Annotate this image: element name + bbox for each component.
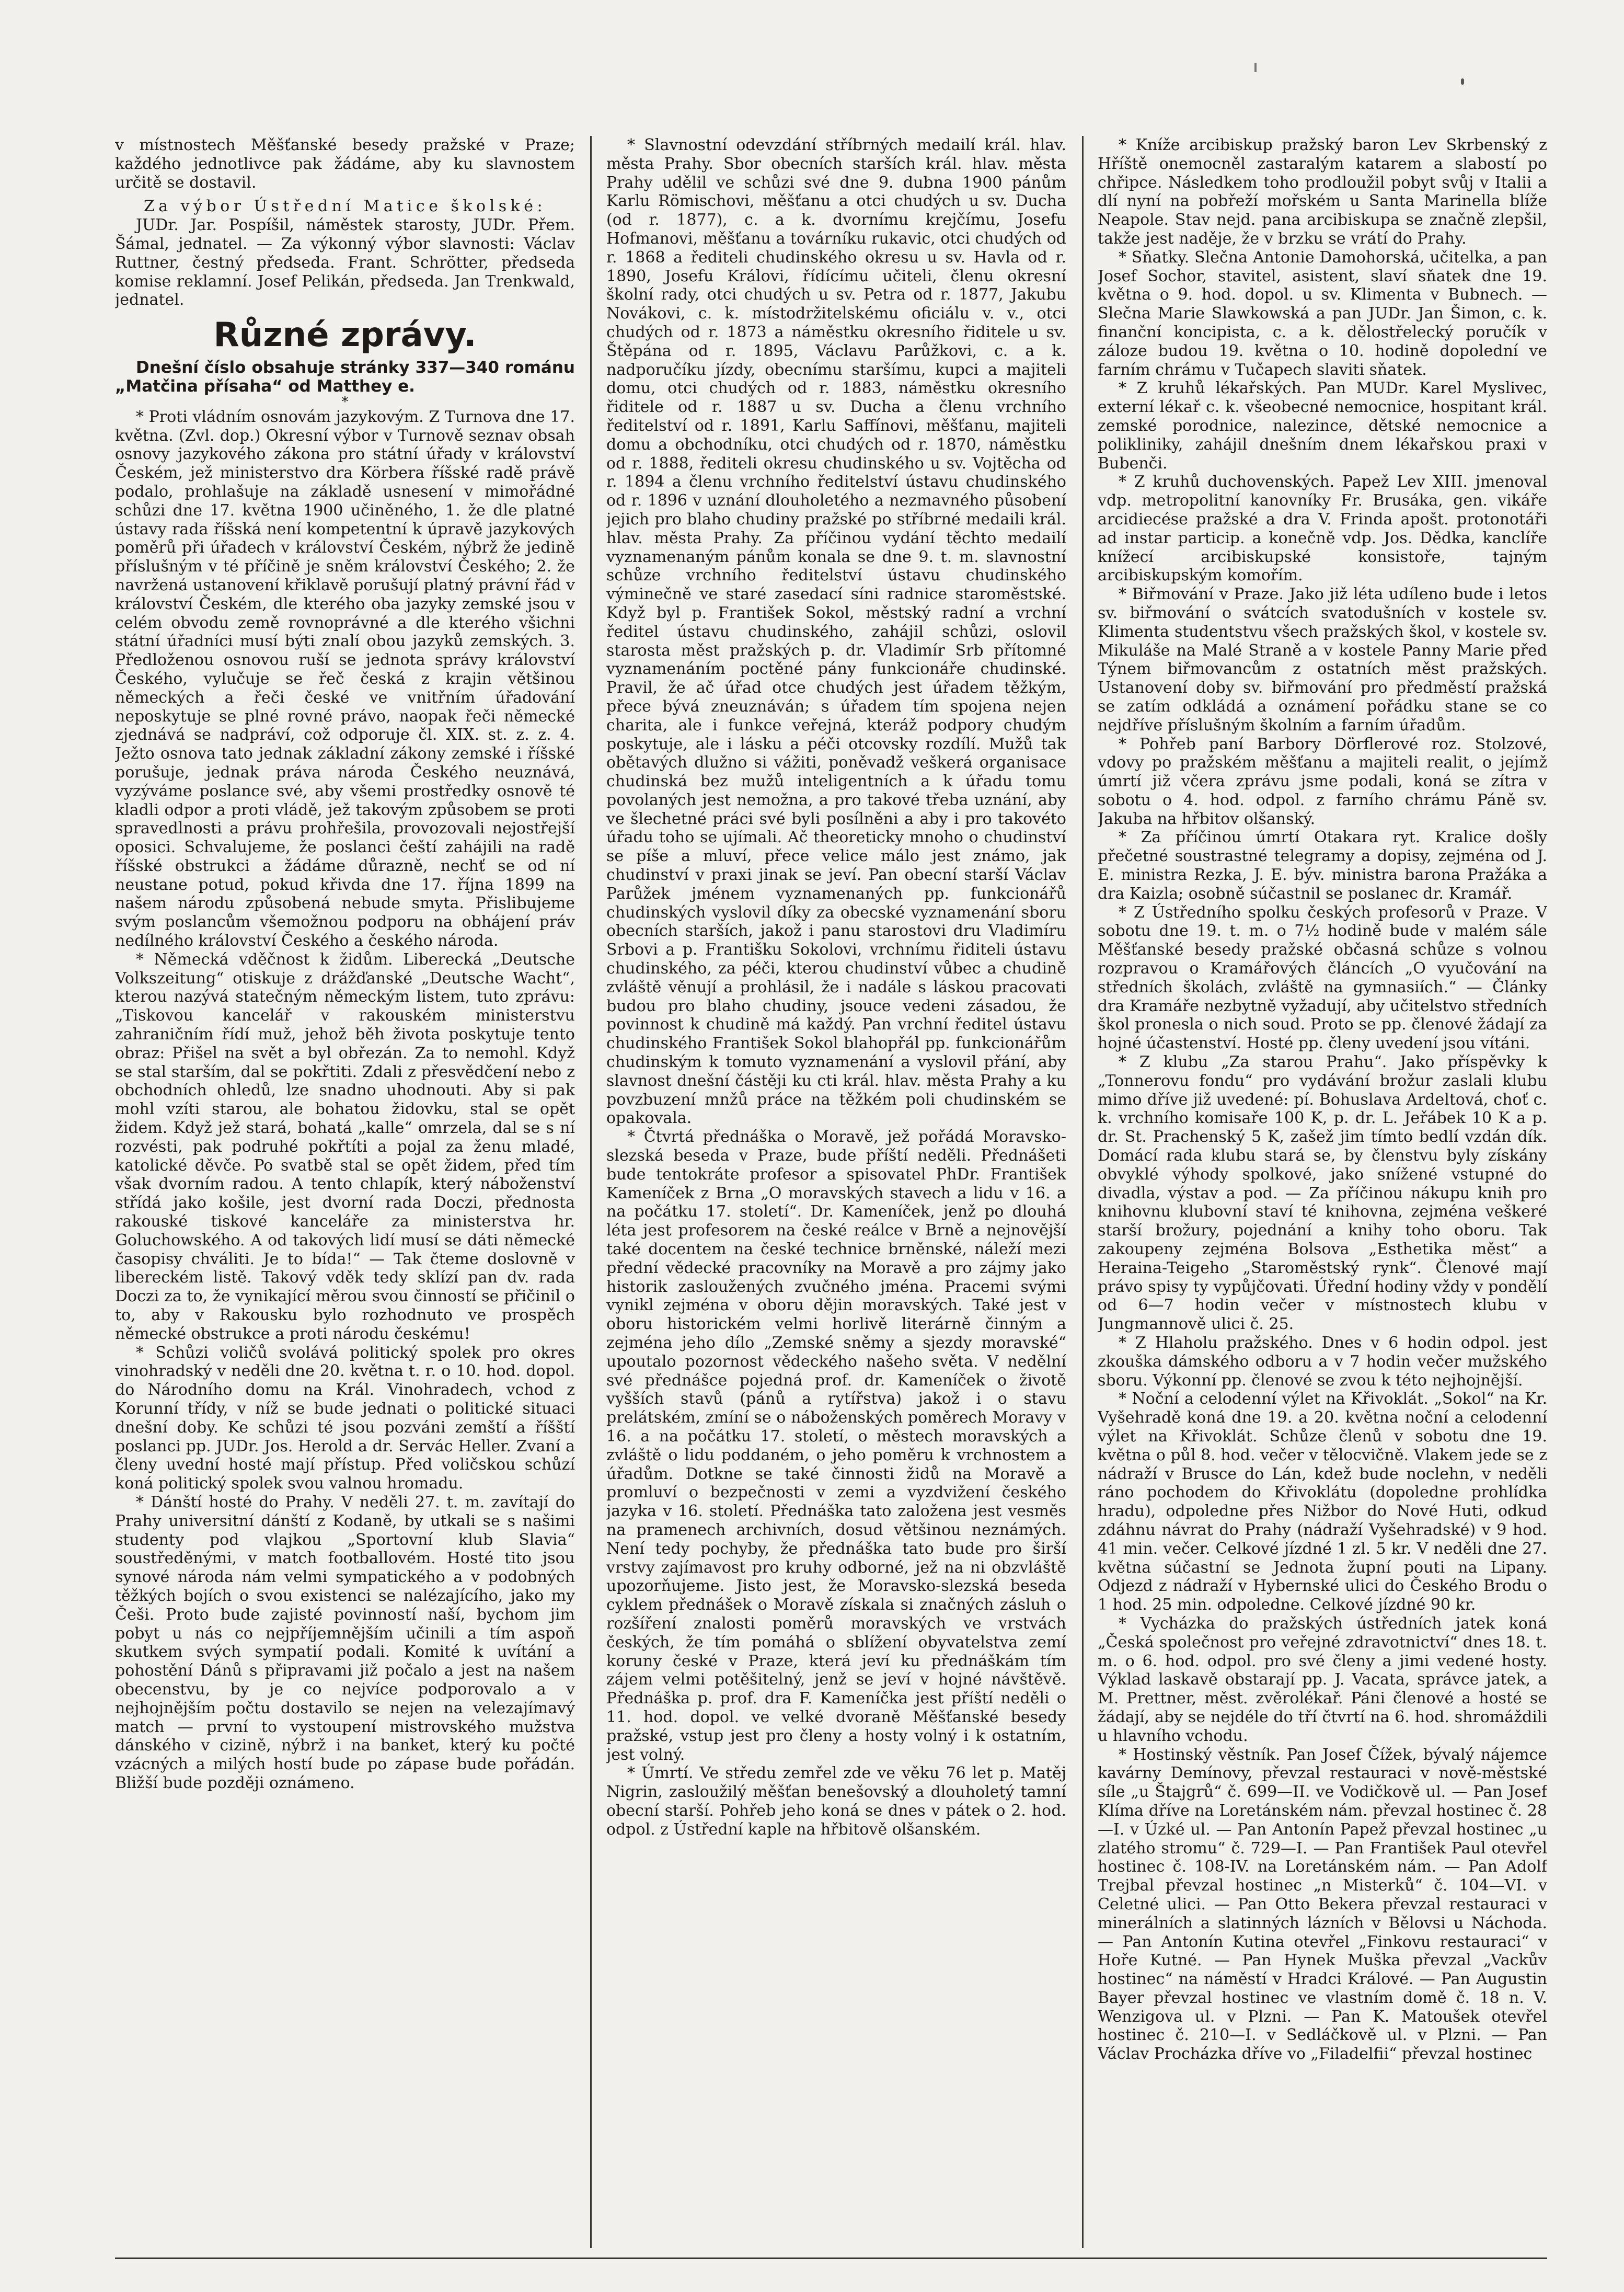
print-speck bbox=[1461, 78, 1464, 85]
section-heading: Různé zprávy. bbox=[213, 316, 477, 355]
article-language-bill: * Proti vládním osnovám jazykovým. Z Turnova dne 17. května. (Zvl. dop.) Okresní výbor v Turnově seznav obsah osnovy jazykového zákona pro státní úřady v království Českém, jež ministerstvo dra Körbera říšské radě právě podalo, prohlašuje na základě usnesení v mimořádné schůzi dne 17. května 1900 učiněného, 1. že dle platné ústavy rada říšská není kompetentní k úpravě jazykových poměrů při úřadech v království Českém, nýbrž že jedině příslušným v té příčině je sněm království Českého; 2. že navržená ustanovení křiklavě porušují platný právní řád v království Českém, dle kterého oba jazyky zemské jsou v celém obvodu země rovnoprávné a dle kterého všichni státní úřadníci musí býti znalí obou jazyků zemských. 3. Předloženou osnovou ruší se jednota správy království Českého, vylučuje se řeč česká z krajin většinou německých a řeči české ve vnitřním úřadování neposkytuje se plné rovné právo, naopak řeči německé zjednává se nadpráví, což odporuje čl. XIX. st. z. z. 4. Ježto osnova tato jednak základní zákony zemské i říšské porušuje, jednak práva národa Českého neuznává, vyzýváme poslance své, aby všemi prostředky osnově té kladli odpor a proti vládě, jež takovým způsobem se proti spravedlnosti a právu prohřešila, provozovali nejostřejší oposici. Schvalujeme, že poslanci čeští zahájili na radě říšské obstrukci a žádáme důrazně, nechť se od ní neustane potud, pokud křivda dne 17. října 1899 na našem národu způsobená nebude smyta. Přislibujeme svým poslancům všemožnou podporu na obhájení práv nedílného království Českého a českého národa. bbox=[115, 407, 575, 950]
article-death: * Úmrtí. Ve středu zemřel zde ve věku 76 let p. Matěj Nigrin, zasloužilý měšťan benešovský a dlouholetý tamní obecní starší. Pohřeb jeho koná se dnes v pátek o 2. hod. odpol. z Ústřední kaple na hřbitově olšanském. bbox=[606, 1764, 1066, 1839]
article-medical: * Z kruhů lékařských. Pan MUDr. Karel Myslivec, externí lékař c. k. všeobecné nemocnice, hospitant král. zemské porodnice, nalezince, dětské nemocnice a polikliniky, zahájil dnešním dnem lékařskou praxi v Bubenči. bbox=[1098, 379, 1547, 473]
article-clergy: * Z kruhů duchovenských. Papež Lev XIII. jmenoval vdp. metropolitní kanovníky Fr. Brusáka, gen. vikáře arcidiecése pražské a dra V. Frinda apošt. protonotáři ad instar particip. a konečně vdp. Jos. Dědka, kanclíře knížecí arcibiskupské konsistoře, tajným arcibiskupským komořím. bbox=[1098, 473, 1547, 585]
article-inns: * Hostinský věstník. Pan Josef Čížek, bývalý nájemce kavárny Demínovy, převzal restauraci v nově-městské síle „u Štajgrů“ č. 699—II. ve Vodičkově ul. — Pan Josef Klíma dříve na Loretánském nám. převzal hostinec č. 28—I. v Úzké ul. — Pan Antonín Papež převzal hostinec „u zlatého stromu“ č. 729—I. — Pan František Paul otevřel hostinec č. 108-IV. na Loretánském nám. — Pan Adolf Trejbal převzal hostinec „n Misterků“ č. 104—VI. v Celetné ulici. — Pan Otto Bekera převzal restauraci v minerálních a slatinných lázních v Bělovsi u Náchoda. — Pan Antonín Kutina otevřel „Finkovu restauraci“ v Hoře Kutné. — Pan Hynek Muška převzal „Vackův hostinec“ na náměstí v Hradci Králové. — Pan Augustin Bayer převzal hostinec ve vlastním domě č. 18 n. V. Wenzigova ul. v Plzni. — Pan K. Matoušek otevřel hostinec č. 210—I. v Sedláčkově ul. v Plzni. — Pan Václav Procházka dříve vo „Filadelfii“ převzal hostinec bbox=[1098, 1745, 1547, 2064]
article-prague-club: * Z klubu „Za starou Prahu“. Jako příspěvky k „Tonnerovu fondu“ pro vydávání brožur zaslali klubu mimo dříve již uvedené: pí. Bohuslava Ardeltová, choť c. k. vrchního komisaře 100 K, p. dr. L. Jeřábek 10 K a p. dr. St. Prachenský 5 K, zašež jim tímto bedlí vzdán dík. Domácí rada klubu stará se, by členstvu byly získány obvyklé výhody spolkové, jako snížené vstupné do divadla, výstav a pod. — Za příčinou nákupu knih pro knihovnu klubovní staví té knihovna, zejména veškeré starší brožury, pojednání a knihy toho oboru. Tak zakoupeny zejména Bolsova „Esthetika měst“ a Heraina-Teigeho „Staroměstský rynk“. Členové mají právo spisy ty vypůjčovati. Úřední hodiny vždy v pondělí od 6—7 hodin večer v místnostech klubu v Jungmannově ulici č. 25. bbox=[1098, 1053, 1547, 1334]
print-speck bbox=[1254, 63, 1257, 72]
committee-heading: Za výbor Ústřední Matice školské: bbox=[143, 197, 547, 216]
column-rule-2 bbox=[1082, 136, 1084, 2248]
article-archbishop: * Kníže arcibiskup pražský baron Lev Skrbenský z Hříště onemocněl zastaralým katarem a slabostí po chřipce. Následkem toho prodloužil pobyt svůj v Italii a dlí nyní na pobřeží mořském u Santa Marinella blíže Neapole. Stav nejd. pana arcibiskupa se značně zlepšil, takže jest naděje, že v brzku se vrátí do Prahy. bbox=[1098, 136, 1547, 248]
article-moravia-lecture: * Čtvrtá přednáška o Moravě, jež pořádá Moravsko-slezská beseda v Praze, bude příští neděli. Přednášeti bude tentokráte profesor a spisovatel PhDr. František Kameníček z Brna „O moravských stavech a lidu v 16. a na počátku 17. století“. Dr. Kameníček, jenž po dlouhá léta jest profesorem na české reálce v Brně a nejnovější také docentem na české technice brněnské, náleží mezi přední vědecké pracovníky na Moravě a pro zájmy jako historik zasloužených zvučného jména. Pracemi svými vynikl zejména v oboru dějin moravských. Také jest v oboru historickém velmi horlivě literárně činným a zejména jeho dílo „Zemské sněmy a sjezdy moravské“ upoutalo pozornost vědeckého našeho světa. V nedělní své přednášce pojedná prof. dr. Kameníček o životě vyšších stavů (pánů a rytířstva) jakož i o stavu prelátském, zmíní se o náboženských poměrech Moravy v 16. a na počátku 17. století, o městech moravských a zvláště o lidu poddaném, o jeho poměru k vrchnostem a úřadům. Dotkne se také činnosti židů na Moravě a promluví o bezpečnosti v zemi a vyzdvižení českého jazyka v 16. století. Přednáška tato založena jest vesměs na pramenech archivních, dosud většinou neznámých. Není tedy pochyby, že přednáška tato bude pro širší vrstvy zajímavost pro kruhy odborné, jež na ni obzvláště upozorňujeme. Jisto jest, že Moravsko-slezská beseda cyklem přednášek o Moravě získala si značných zásluh o rozšíření znalosti poměrů moravských ve vrstvách českých, že tím pomáhá o sblížení obyvatelstva zemí koruny české v Praze, která jeví ku přednáškám tím zájem velmi potěšitelný, jenž se jeví v hojné návštěvě. Přednáška p. prof. dra F. Kameníčka jest příští neděli o 11. hod. dopol. ve velké dvoraně Měšťanské besedy pražské, vstup jest pro členy a hosty volný i k ostatním, jest volný. bbox=[606, 1128, 1066, 1764]
issue-notice: Dnešní číslo obsahuje stránky 337—340 románu „Matčina přísaha“ od Matthey e. bbox=[115, 358, 575, 396]
column-2 bbox=[606, 136, 1066, 2248]
intro-paragraph: v místnostech Měšťanské besedy pražské v Praze; každého jednotlivce pak žádáme, aby ku slavnostem určitě se dostavil. bbox=[115, 136, 575, 192]
article-kralice: * Za příčinou úmrtí Otakara ryt. Kralice došly přečetné soustrastné telegramy a dopisy, zejména od J. E. ministra Rezka, J. E. býv. ministra barona Pražáka a dra Kaizla; osobně súčastnil se poslanec dr. Kramář. bbox=[1098, 828, 1547, 903]
column-rule-1 bbox=[590, 136, 592, 2248]
article-confirmation: * Biřmování v Praze. Jako již léta udíleno bude i letos sv. biřmování o svátcích svatodušních v kostele sv. Klimenta studentstvu všech pražských škol, v kostele sv. Mikuláše na Malé Straně a v kostele Panny Marie před Týnem biřmovancům z ostatních měst pražských. Ustanovení doby sv. biřmování pro předměstí pražská se zatím odkládá a oznámení pořádku stane se co nejdříve příslušným školním a farním úřadům. bbox=[1098, 585, 1547, 735]
column-3 bbox=[1098, 136, 1547, 2248]
article-professors: * Z Ústředního spolku českých profesorů v Praze. V sobotu dne 19. t. m. o 7½ hodině bude v malém sále Měšťanské besedy pražské občasná schůze s volnou rozpravou o Kramářových článcích „O vyučování na středních školách, zvláště na gymnasiích.“ — Články dra Kramáře nezbytně vyžadují, aby učitelstvo středních škol pronesla o nich soud. Proto se pp. členové žádají za hojné účastenství. Hosté pp. členy uvedení jsou vítáni. bbox=[1098, 903, 1547, 1053]
article-german-press: * Německá vděčnost k židům. Liberecká „Deutsche Volkszeitung“ otiskuje z drážďanské „Deutsche Wacht“, kterou nazývá statečným německým listem, tuto zprávu: „Tiskovou kancelář v rakouském ministerstvu zahraničním řídí muž, jehož běh života poskytuje tento obraz: Přišel na svět a byl obřezán. Za to nemohl. Když se stal starším, dal se pokřtiti. Zdali z přesvědčení nebo z obchodních ohledů, lze snadno uhodnouti. Aby si pak mohl vzíti starou, ale bohatou židovku, stal se opět židem. Když jež stará, bohatá „kalle“ omrzela, dal se s ní rozvésti, pak podruhé pokřtíti a pojal za ženu mladé, katolické děvče. Po svatbě stal se opět židem, před tím však dvorním radou. A tento chlapík, který náboženství střídá jako košile, jest dvorní rada Doczi, přednosta rakouské tiskové kanceláře za ministerstva hr. Goluchowského. A od takových lidí musí se dáti německé časopisy chváliti. Je to bída!“ — Tak čteme doslovně v libereckém listě. Takový vděk tedy sklízí pan dv. rada Doczi za to, že vynikající měrou svou činností se přičinil o to, aby v Rakousku bylo rozhodnuto ve prospěch německé obstrukce a proti národu českému! bbox=[115, 950, 575, 1343]
article-funeral: * Pohřeb paní Barbory Dörflerové roz. Stolzové, vdovy po pražském měšťanu a majiteli realit, o jejímž úmrtí již včera zprávu jsme podali, koná se zítra v sobotu o 4. hod. odpol. z farního chrámu Páně sv. Jakuba na hřbitov olšanský. bbox=[1098, 735, 1547, 828]
article-weddings: * Sňatky. Slečna Antonie Damohorská, učitelka, a pan Josef Sochor, stavitel, asistent, slaví sňatek dne 19. května o 9. hod. dopol. u sv. Klimenta v Bubnech. — Slečna Marie Slawkowská a pan JUDr. Jan Šimon, c. k. finanční koncipista, c. a k. dělostřelecký poručík v záloze budou 19. května o 10. hodině dopolední ve farním chrámu v Tučapech slaviti sňatek. bbox=[1098, 248, 1547, 379]
article-voters: * Schůzi voličů svolává politický spolek pro okres vinohradský v neděli dne 20. května t. r. o 10. hod. dopol. do Národního domu na Král. Vinohradech, vchod z Korunní třídy, v níž se bude jednati o politické situaci dnešní doby. Ke schůzi té jsou pozváni zemští a říšští poslanci pp. JUDr. Jos. Herold a dr. Servác Heller. Zvaní a členy uvední hosté mají přístup. Před voličskou schůzí koná politický spolek svou valnou hromadu. bbox=[115, 1343, 575, 1493]
article-danish-guests: * Dánští hosté do Prahy. V neděli 27. t. m. zavítají do Prahy universitní dánští z Kodaně, by utkali se s našimi studenty pod vlajkou „Sportovní klub Slavia“ soustředěnými, v match footballovém. Hosté tito jsou synové národa nám velmi sympatického a v podobných těžkých bojích o svou existenci se nalézajícího, jako my Češi. Proto bude zajisté povinností naší, bychom jim pobyt u nás co nejpříjemnějším učinili a tím aspoň skutkem svých sympatií podali. Komité k uvítání a pohostění Dánů s připravami již počalo a jest na našem obecenstvu, by je co nejvíce podporovalo a v nejhojnějším počtu dostavilo se nejen na velezajímavý match — první to vystoupení mistrovského mužstva dánského v cizině, nýbrž i na banket, který ku počté vzácných a milých hostí bude po zápase bude pořádán. Bližší bude později oznámeno. bbox=[115, 1493, 575, 1792]
separator-star: * bbox=[341, 394, 349, 410]
article-excursion: * Vycházka do pražských ústředních jatek koná „Česká společnost pro veřejné zdravotnictví“ dnes 18. t. m. o 6. hod. odpol. pro své členy a jimi vedené hosty. Výklad laskavě obstarají pp. J. Vacata, správce jatek, a M. Prettner, měst. zvěrolékař. Páni členové a hosté se žádají, aby se nejdéle do tří čtvrtí na 6. hod. shromáždili u hlavního vchodu. bbox=[1098, 1614, 1547, 1745]
newspaper-page bbox=[115, 136, 1547, 2248]
bottom-rule bbox=[115, 2257, 1547, 2259]
article-medals: * Slavnostní odevzdání stříbrných medailí král. hlav. města Prahy. Sbor obecních starších král. hlav. města Prahy udělil ve schůzi své dne 9. dubna 1900 pánům Karlu Römischovi, měšťanu a otci chudých u sv. Ducha (od r. 1877), c. a k. dvornímu krejčímu, Josefu Hofmanovi, měšťanu a továrníku rukavic, otci chudých od r. 1868 a řediteli chudinského okresu u sv. Havla od r. 1890, Josefu Královi, řídícímu učiteli, členu okresní školní rady, otci chudých u sv. Petra od r. 1877, Jakubu Novákovi, c. k. místodržitelskému oficiálu v. v., otci chudých od r. 1873 a náměstku okresního řiditele u sv. Štěpána od r. 1895, Václavu Parůžkovi, c. a k. nadporučíku jízdy, obecnímu staršímu, kupci a majiteli domu, otci chudých od r. 1883, náměstku okresního řiditele od r. 1887 u sv. Ducha a členu vrchního ředitelství od r. 1891, Karlu Saffínovi, měšťanu, majiteli domu a obchodníku, otci chudých od r. 1870, náměstku od r. 1888, řediteli okresu chudinského u sv. Vojtěcha od r. 1894 a členu vrchního ředitelství ústavu chudinského od r. 1896 v uznání dlouholetého a nezmavného působení jejich pro blaho chudiny pražské po stříbrné medaili král. hlav. města Prahy. Za příčinou vydání těchto medailí vyznamenaným pánům konala se dne 9. t. m. slavnostní schůze vrchního ředitelství ústavu chudinského výminečně ve staré zasedací síni radnice staroměstské. Když byl p. František Sokol, městský radní a vrchní ředitel ústavu chudinského, zahájil schůzi, oslovil starosta měst pražských p. dr. Vladimír Srb přítomné vyznamenáním poctěné pány funkcionáře chudinské. Pravil, že ač úřad otce chudých jest úřadem těžkým, přece bývá zneuznáván; s úřadem tím spojena nejen charita, ale i funkce veřejná, kteráž podpory chudým poskytuje, ale i lásku a péči otcovsky rozdílí. Mužů tak obětavých dlužno si vážiti, poněvadž veškerá organisace chudinská bez mužů inteligentních a k úřadu tomu povolaných jest nemožna, a pro takové třeba uznání, aby ve šlechetné práci své byli posílněni a aby i pro takovéto úřadu toho se ujímali. Ač theoreticky mnoho o chudinství se píše a mluví, přece velice málo jest známo, jak chudinství v praxi jinak se jeví. Pan obecní starší Václav Parůžek jménem vyznamenaných pp. funkcionářů chudinských vyslovil díky za obecské vyznamenání sboru obecních starších, jakož i panu starostovi dru Vladimíru Srbovi a p. Františku Sokolovi, vrchnímu řiditeli ústavu chudinského, za péči, kterou chudinství vůbec a chudině zvláště věnují a prohlásil, že i nadále s láskou pracovati budou pro blaho chudiny, jsouce vedeni zásadou, že povinnost k chudině má každý. Pan vrchní ředitel ústavu chudinského František Sokol blahopřál pp. funkcionářům chudinským k tomuto vyznamenání a vyslovil přání, aby slavnost dnešní částěji ku cti král. hlav. města Prahy a ku povzbuzení mnžů práce na těžkém poli chudinském se opakovala. bbox=[606, 136, 1066, 1128]
committee-paragraph: JUDr. Jar. Pospíšil, náměstek starosty, JUDr. Přem. Šámal, jednatel. — Za výkonný výbor slavnosti: Václav Ruttner, čestný předseda. Frant. Schrötter, předseda komise reklamní. Josef Pelikán, předseda. Jan Trenkwald, jednatel. bbox=[115, 216, 575, 310]
column-1 bbox=[115, 136, 575, 2248]
article-hlahol: * Z Hlaholu pražského. Dnes v 6 hodin odpol. jest zkouška dámského odboru a v 7 hodin večer mužského sboru. Výkonní pp. členové se zvou k této nejhojnější. bbox=[1098, 1334, 1547, 1390]
article-trip: * Noční a celodenní výlet na Křivoklát. „Sokol“ na Kr. Vyšehradě koná dne 19. a 20. května noční a celodenní výlet na Křivoklát. Schůze členů v sobotu dne 19. května o půl 8. hod. večer v tělocvičně. Vlakem jede se z nádraží v Brusce do Lán, kdež bude noclehn, v neděli ráno pochodem do Křivoklátu (dopoledne prohlídka hradu), odpoledne přes Nižbor do Nové Huti, odkud zdáhnu návrat do Prahy (nádraží Vyšehradské) v 9 hod. 41 min. večer. Celkové jízdné 1 zl. 5 kr. V neděli dne 27. května súčastní se Jednota župní pouti na Lipany. Odjezd z nádraží v Hybernské ulici do Českého Brodu o 1 hod. 25 min. odpoledne. Celkové jízdné 90 kr. bbox=[1098, 1390, 1547, 1614]
